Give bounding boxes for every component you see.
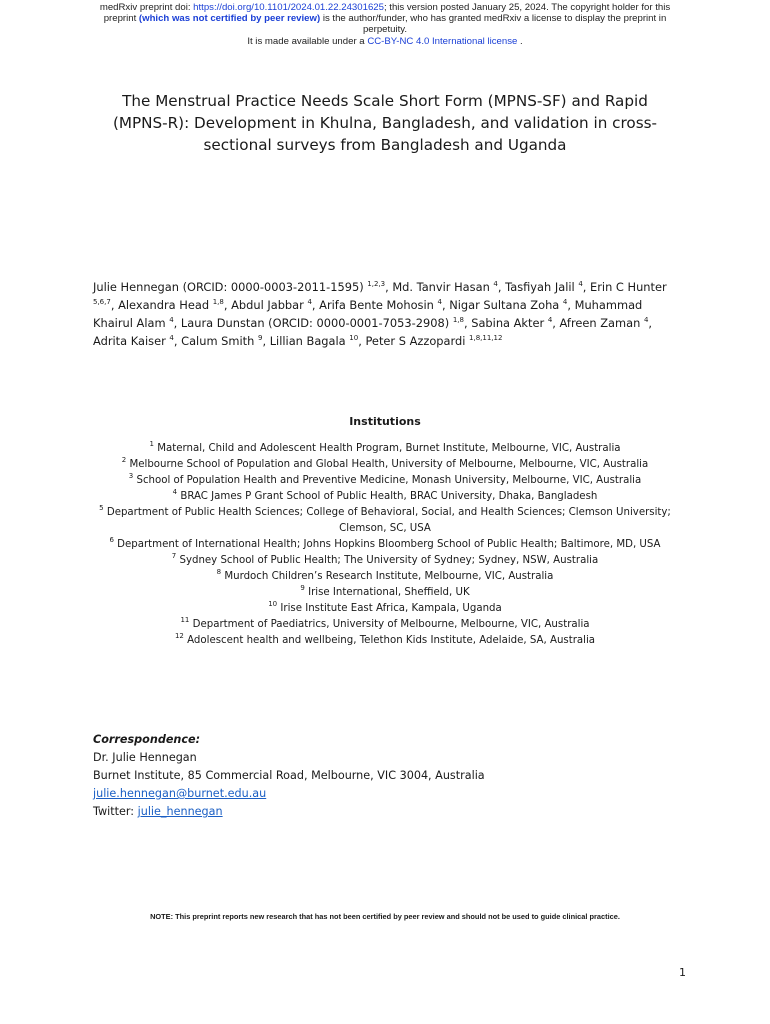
institution-number: 8	[216, 568, 222, 576]
correspondence-name: Dr. Julie Hennegan	[93, 751, 197, 764]
institution-number: 2	[121, 456, 127, 464]
correspondence-address: Burnet Institute, 85 Commercial Road, Melbourne, VIC 3004, Australia	[93, 769, 485, 782]
author-affiliation: 4	[437, 298, 442, 306]
institution-number: 7	[171, 552, 177, 560]
institution-item	[90, 617, 680, 633]
license-link[interactable]: CC-BY-NC 4.0 International license	[367, 35, 518, 47]
preprint-note: NOTE: This preprint reports new research that has not been certified by peer review and should not be used to guide clinical practice.	[150, 912, 620, 921]
author-list: Julie Hennegan (ORCID: 0000-0003-2011-1595) $^{1,2,3}$, Md. Tanvir Hasan $^4$, Tasfiyah Jalil $^4$, Erin C Hunter $^{5,6,7}$, Alexandra Head $^{1,8}$, Abdul Jabbar $^4$, Arifa Bente Mohosin $^4$, Nigar Sultana Zoha $^4$, Muhammad Khairul Alam $^4$, Laura Dunstan (ORCID: 0000-0001-7053-2908) $^{1,8}$, Sabina Akter $^4$, Afreen Zaman $^4$, Adrita Kaiser $^4$, Calum Smith $^9$, Lillian Bagala $^{10}$, Peter S Azzopardi $^{1,8,11,12}$	[93, 280, 667, 348]
institution-number: 11	[180, 616, 190, 624]
author-name: Alexandra Head	[118, 298, 210, 312]
author-affiliation: 1,2,3	[367, 280, 386, 288]
institution-text: Department of Paediatrics, University of Melbourne, Melbourne, VIC, Australia	[192, 619, 590, 630]
author-affiliation: 10	[349, 334, 359, 342]
author-affiliation: 4	[493, 280, 498, 288]
institution-item	[90, 489, 680, 505]
author-affiliation: 4	[643, 316, 649, 324]
doi-link[interactable]: https://doi.org/10.1101/2024.01.22.24301625	[193, 2, 384, 13]
institution-item	[90, 601, 680, 617]
institution-text: BRAC James P Grant School of Public Health, BRAC University, Dhaka, Bangladesh	[180, 491, 598, 502]
header-line-4: It is made available under a CC-BY-NC 4.0 International license .	[247, 35, 523, 47]
institution-text: Sydney School of Public Health; The University of Sydney; Sydney, NSW, Australia	[179, 555, 599, 566]
author-name: Muhammad Khairul Alam	[93, 298, 643, 330]
correspondence-label: Correspondence:	[93, 733, 201, 746]
institution-item	[90, 473, 680, 489]
author-affiliation: 9	[257, 334, 263, 342]
author-name: Adrita Kaiser	[93, 334, 166, 348]
author-name: Calum Smith	[181, 334, 255, 348]
institution-number: 5	[99, 504, 104, 512]
institution-item	[90, 569, 680, 585]
author-affiliation: 4	[547, 316, 553, 324]
author-affiliation: 4	[578, 280, 583, 288]
author-affiliation: 1,8	[212, 298, 224, 306]
author-name: Md. Tanvir Hasan	[392, 280, 490, 294]
header-line-3: perpetuity.	[362, 24, 408, 36]
author-name: Abdul Jabbar	[231, 298, 304, 312]
paper-title: The Menstrual Practice Needs Scale Short Form (MPNS-SF) and Rapid (MPNS-R): Development in Khulna, Bangladesh, and validation in cross-sectional surveys from Bangladesh and Uganda	[112, 92, 658, 154]
twitter-handle-link[interactable]: julie_hennegan	[137, 805, 223, 818]
author-affiliation: 4	[562, 298, 568, 306]
institution-text: Murdoch Children’s Research Institute, Melbourne, VIC, Australia	[224, 571, 554, 582]
header-line-1: medRxiv preprint doi: https://doi.org/10.1101/2024.01.22.24301625; this version posted January 25, 2024. The copyright holder for this	[99, 2, 671, 13]
institution-item	[90, 553, 680, 569]
author-name: Tasfiyah Jalil	[505, 280, 575, 294]
preprint-header	[70, 2, 700, 47]
page-number: 1	[679, 966, 686, 979]
institution-text: School of Population Health and Preventive Medicine, Monash University, Melbourne, VIC, Australia	[136, 475, 642, 486]
institutions-list	[90, 441, 680, 649]
author-name: Afreen Zaman	[559, 316, 641, 330]
institution-item	[90, 441, 680, 457]
author-name: Lillian Bagala	[269, 334, 346, 348]
author-name: Julie Hennegan (ORCID: 0000-0003-2011-1595)	[93, 280, 364, 294]
twitter-line: Twitter: julie_hennegan	[93, 805, 223, 818]
author-name: Nigar Sultana Zoha	[449, 298, 560, 312]
institution-number: 1	[149, 440, 154, 448]
author-name: Erin C Hunter	[590, 280, 667, 294]
institution-text: Irise Institute East Africa, Kampala, Uganda	[280, 603, 502, 614]
author-name: Peter S Azzopardi	[365, 334, 466, 348]
institution-item	[90, 505, 680, 537]
institution-number: 3	[128, 472, 134, 480]
author-name: Laura Dunstan (ORCID: 0000-0001-7053-2908)	[180, 316, 450, 330]
institution-text: Maternal, Child and Adolescent Health Program, Burnet Institute, Melbourne, VIC, Australia	[157, 443, 621, 454]
institutions-heading: Institutions	[349, 415, 421, 428]
institution-item	[90, 585, 680, 601]
institution-text: Department of Public Health Sciences; College of Behavioral, Social, and Health Sciences; Clemson University; Clemson, SC, USA	[106, 507, 671, 534]
author-affiliation: 1,8,11,12	[469, 334, 503, 342]
institution-text: Department of International Health; Johns Hopkins Bloomberg School of Public Health; Baltimore, MD, USA	[117, 539, 661, 550]
institution-text: Adolescent health and wellbeing, Telethon Kids Institute, Adelaide, SA, Australia	[187, 635, 596, 646]
author-affiliation: 5,6,7	[93, 298, 111, 306]
author-affiliation: 4	[169, 334, 174, 342]
correspondence-block	[93, 731, 653, 821]
institution-number: 10	[268, 600, 278, 608]
author-affiliation: 1,8	[452, 316, 464, 324]
peer-review-notice: (which was not certified by peer review)	[138, 13, 321, 25]
institution-number: 6	[109, 536, 114, 544]
institution-number: 4	[172, 488, 178, 496]
institution-item	[90, 633, 680, 649]
institution-item	[90, 457, 680, 473]
institution-number: 12	[174, 632, 184, 640]
header-line-2: preprint (which was not certified by peer review) is the author/funder, who has granted medRxiv a license to display the preprint in	[103, 13, 667, 25]
author-name: Arifa Bente Mohosin	[319, 298, 434, 312]
institution-text: Melbourne School of Population and Global Health, University of Melbourne, Melbourne, VIC, Australia	[129, 459, 649, 470]
correspondence-email-link[interactable]: julie.hennegan@burnet.edu.au	[93, 787, 267, 800]
author-name: Sabina Akter	[471, 316, 545, 330]
author-affiliation: 4	[169, 316, 174, 324]
author-affiliation: 4	[307, 298, 312, 306]
institution-text: Irise International, Sheffield, UK	[308, 587, 470, 598]
institution-item	[90, 537, 680, 553]
institution-number: 9	[300, 584, 305, 592]
